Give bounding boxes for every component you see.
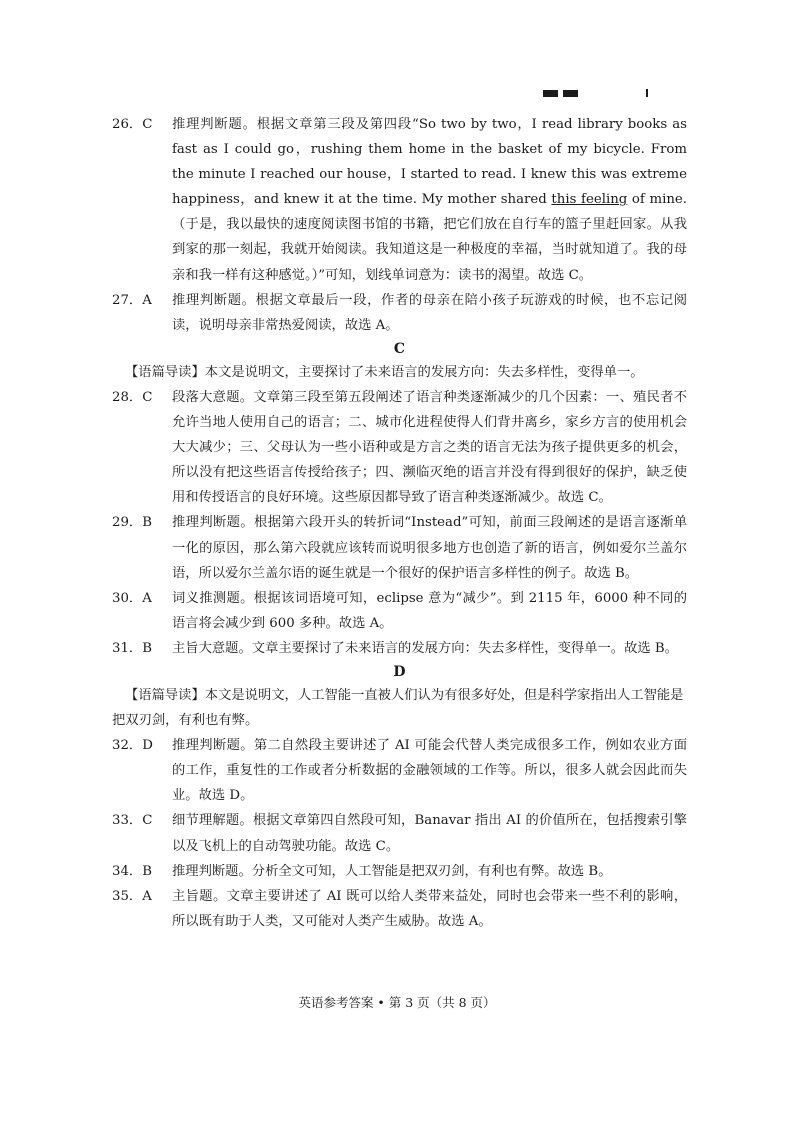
section-heading-d: D — [393, 663, 406, 680]
answer-text: 推理判断题。第二自然段主要讲述了 AI 可能会代替人类完成很多工作，例如农业方面的工作，重复性的工作或者分析数据的金融领域的工作等。所以，很多人就会因此而失业。故选 D。 — [172, 738, 687, 804]
answer-text: 主旨题。文章主要讲述了 AI 既可以给人类带来益处，同时也会带来一些不利的影响，所以既有助于人类，又可能对人类产生威胁。故选 A。 — [172, 888, 687, 929]
answer-item-26 — [112, 112, 687, 288]
answer-item-30 — [112, 586, 687, 636]
answer-item-32 — [112, 733, 687, 808]
answer-text: 推理判断题。根据文章第三段及第四段“So two by two，I read library books as fast as I could go，rushing them home in the basket of my bicycle. From the minute I reached our house，I started to read. I knew this was extreme happiness，and knew it at the time. My mother shared — [172, 117, 687, 208]
answer-number: 26．C — [112, 117, 153, 132]
passage-intro-c: 【语篇导读】本文是说明文，主要探讨了未来语言的发展方向：失去多样性，变得单一。 — [125, 364, 644, 380]
answer-number: 34．B — [112, 863, 152, 879]
answer-number: 33．C — [112, 813, 153, 829]
header-mark — [563, 90, 578, 97]
answer-number: 27．A — [112, 292, 152, 308]
answer-item-29 — [112, 510, 687, 585]
answer-text: 词义推测题。根据该词语境可知，eclipse 意为“减少”。到 2115 年，6000 种不同的语言将会减少到 600 多种。故选 A。 — [172, 590, 687, 631]
answer-number: 32．D — [112, 738, 153, 754]
answer-text: 推理判断题。根据第六段开头的转折词“Instead”可知，前面三段阐述的是语言逐渐单一化的原因，那么第六段就应该转而说明很多地方也创造了新的语言，例如爱尔兰盖尔语，所以爱尔兰盖尔语的诞生就是一个很好的保护语言多样性的例子。故选 B。 — [172, 515, 687, 581]
answer-text: 推理判断题。根据文章最后一段，作者的母亲在陪小孩子玩游戏的时候，也不忘记阅读，说明母亲非常热爱阅读，故选 A。 — [172, 292, 687, 333]
answer-item-33 — [112, 808, 687, 858]
answer-item-35 — [112, 884, 687, 934]
answer-item-31 — [112, 636, 687, 661]
answer-text: 细节理解题。根据文章第四自然段可知，Banavar 指出 AI 的价值所在，包括搜索引擎以及飞机上的自动驾驶功能。故选 C。 — [172, 813, 687, 854]
answer-item-27 — [112, 288, 687, 338]
header-mark — [646, 89, 648, 97]
answer-text: 段落大意题。文章第三段至第五段阐述了语言种类逐渐减少的几个因素：一、殖民者不允许当地人使用自己的语言；二、城市化进程使得人们背井离乡，家乡方言的使用机会大大减少；三、父母认为一些小语种或是方言之类的语言无法为孩子提供更多的机会，所以没有把这些语言传授给孩子；四、濒临灭绝的语言并没有得到很好的保护，缺乏使用和传授语言的良好环境。这些原因都导致了语言种类逐渐减少。故选 C。 — [172, 389, 687, 506]
section-heading-c: C — [393, 340, 406, 357]
answer-item-28 — [112, 385, 687, 510]
answer-number: 30．A — [112, 590, 152, 606]
answer-item-34 — [112, 859, 687, 884]
header-mark — [543, 90, 558, 97]
page-footer: 英语参考答案 • 第 3 页（共 8 页） — [298, 995, 496, 1010]
answer-text: of mine.（于是，我以最快的速度阅读图书馆的书籍，把它们放在自行车的篮子里赶回家。从我到家的那一刻起，我就开始阅读。我知道这是一种极度的幸福，当时就知道了。我的母亲和我一样有这种感觉。）”可知，划线单词意为：读书的渴望。故选 C。 — [172, 192, 687, 283]
answer-number: 35．A — [112, 888, 152, 904]
passage-intro-d: 【语篇导读】本文是说明文，人工智能一直被人们认为有很多好处，但是科学家指出人工智能是把双刃剑，有利也有弊。 — [112, 687, 684, 729]
answer-text: 主旨大意题。文章主要探讨了未来语言的发展方向：失去多样性，变得单一。故选 B。 — [172, 640, 678, 656]
answer-content — [112, 112, 687, 934]
answer-number: 31．B — [112, 640, 152, 656]
answer-text: 推理判断题。分析全文可知，人工智能是把双刃剑，有利也有弊。故选 B。 — [172, 863, 612, 879]
answer-number: 28．C — [112, 389, 153, 405]
answer-number: 29．B — [112, 515, 152, 531]
underlined-phrase: this feeling — [551, 192, 628, 208]
